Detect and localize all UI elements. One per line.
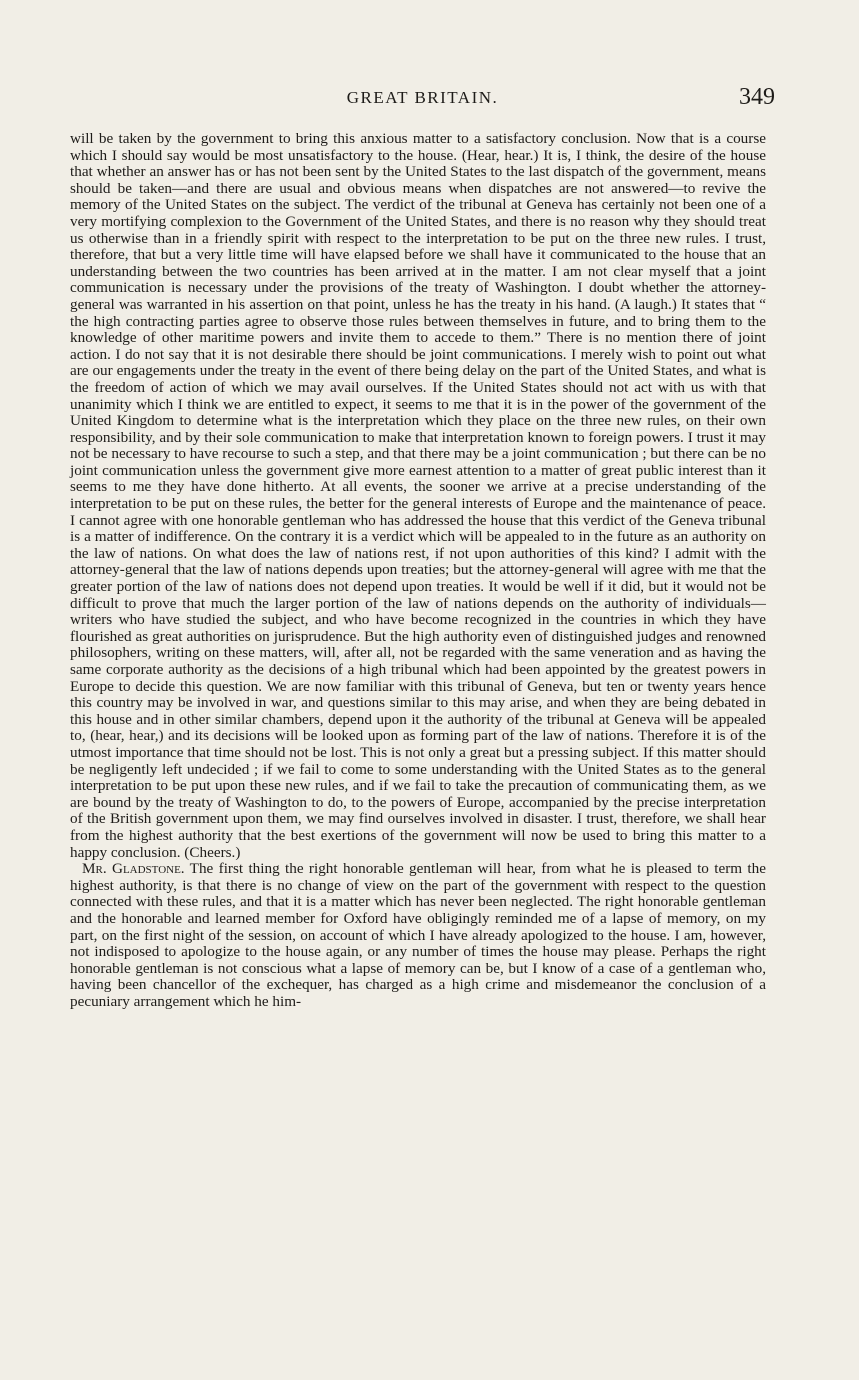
paragraph-text: will be taken by the government to bring this anxious matter to a satisfactory conclusion. Now that is a course which I should say would be most unsatisfactory to the house. (Hear, hear.) It is, I think, the desire of the house that whether an answer has or has not been sent by the United States to the last dispatch of the government, means should be taken—and there are usual and obvious means when dispatches are not answered—to revive the memory of the United States on the subject. The verdict of the tribunal at Geneva has certainly not been one of a very mortifying complexion to the Government of the United States, and there is no reason why they should treat us otherwise than in a friendly spirit with respect to the interpretation to be put on the three new rules. I trust, therefore, that but a very little time will have elapsed before we shall have it communicated to the house that an understanding between the two countries has been arrived at in the matter. I am not clear myself that a joint communication is necessary under the provisions of the treaty of Washington. I doubt whether the attorney-general was warranted in his assertion on that point, unless he has the treaty in his hand. (A laugh.) It states that “ the high contracting parties agree to observe those rules between themselves in future, and to bring them to the knowledge of other maritime powers and invite them to accede to them.” There is no mention there of joint action. I do not say that it is not desirable there should be joint communications. I merely wish to point out what are our engagements under the treaty in the event of there being delay on the part of the United States, and what is the freedom of action of which we may avail ourselves. If the United States should not act with us with that unanimity which I think we are entitled to expect, it seems to me that it is in the power of the government of the United Kingdom to determine what is the interpretation which they place on the three new rules, on their own responsibility, and by their sole communication to make that interpretation known to foreign powers. I trust it may not be necessary to have recourse to such a step, and that there may be a joint communication ; but there can be no joint communication unless the government give more earnest attention to a matter of great public interest than it seems to me they have done hitherto. At all events, the sooner we arrive at a precise understanding of the interpretation to be put on these rules, the better for the general interests of Europe and the maintenance of peace. I cannot agree with one honorable gentleman who has addressed the house that this verdict of the Geneva tribunal is a matter of indifference. On the contrary it is a verdict which will be appealed to in the future as an authority on the law of nations. On what does the law of nations rest, if not upon authorities of this kind? I admit with the attorney-general that the law of nations depends upon treaties; but the attorney-general will agree with me that the greater portion of the law of nations does not depend upon treaties. It would be well if it did, but it would not be difficult to prove that much the larger portion of the law of nations depends on the authority of individuals—writers who have studied the subject, and who have become recognized in the countries in which they have flourished as great authorities on jurisprudence. But the high authority even of distinguished judges and renowned philosophers, writing on these matters, will, after all, not be regarded with the same veneration and as having the same corporate authority as the decisions of a high tribunal which had been appointed by the greatest powers in Europe to decide this question. We are now familiar with this tribunal of Geneva, but ten or twenty years hence this country may be involved in war, and questions similar to this may arise, and when they are being debated in this house and in other similar chambers, depend upon it the authority of the tribunal at Geneva will be appealed to, (hear, hear,) and its decisions will be looked upon as forming part of the law of nations. Therefore it is of the utmost importance that time should not be lost. This is not only a great but a pressing subject. If this matter should be negligently left undecided ; if we fail to come to some understanding with the United States as to the general interpretation to be put upon these new rules, and if we fail to take the precaution of communicating them, as we are bound by the treaty of Washington to do, to the powers of Europe, accompanied by the precise interpretation of the British government upon them, we may find ourselves involved in disaster. I trust, therefore, we shall hear from the highest authority that the best exertions of the government will now be used to bring this matter to a happy conclusion. (Cheers.): [70, 130, 766, 861]
paragraph-gladstone: [70, 861, 766, 1010]
paragraph-continued: [70, 131, 766, 861]
speaker-name: Mr. Gladstone.: [82, 860, 185, 878]
running-head: [70, 84, 775, 114]
page-number: 349: [739, 84, 775, 110]
body-text: [70, 131, 766, 1010]
paragraph-text: The first thing the right honorable gentleman will hear, from what he is pleased to term the highest authority, is that there is no change of view on the part of the government with respect to the question connected with these rules, and that it is a matter which has never been neglected. The right honorable gentleman and the honorable and learned member for Oxford have obligingly reminded me of a lapse of memory, on my part, on the first night of the session, on account of which I have already apologized to the house. I am, however, not indisposed to apologize to the house again, or any number of times the house may please. Perhaps the right honorable gentleman is not conscious what a lapse of memory can be, but I know of a case of a gentleman who, having been chancellor of the exchequer, has charged as a high crime and misdemeanor the conclusion of a pecuniary arrangement which he him-: [70, 860, 766, 1010]
running-title: GREAT BRITAIN.: [346, 88, 499, 107]
